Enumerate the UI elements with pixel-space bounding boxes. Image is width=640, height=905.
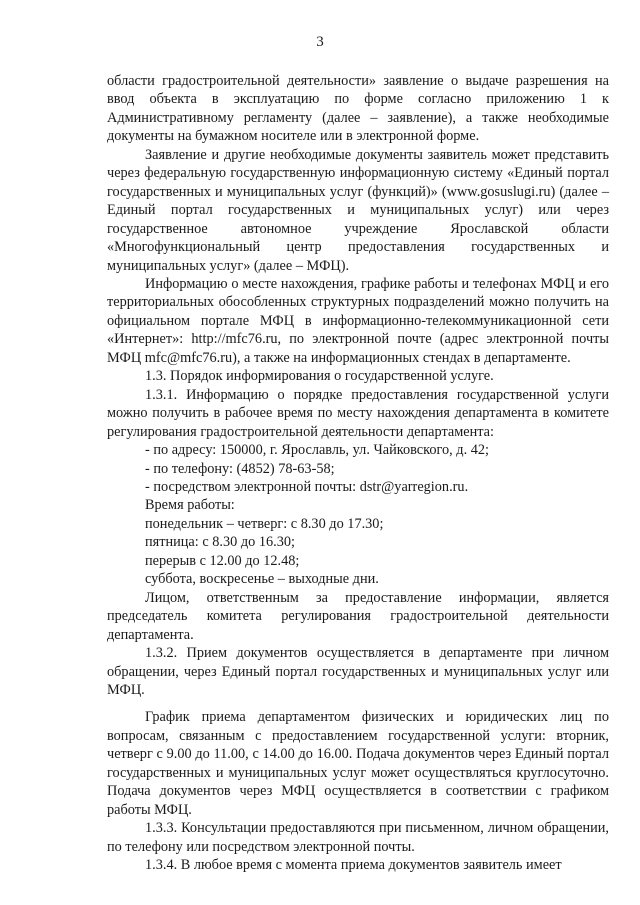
work-hours-mon-thu: понедельник – четверг: с 8.30 до 17.30; [145, 515, 384, 532]
list-item-email: - посредством электронной почты: dstr@yarregion.ru. [145, 478, 469, 495]
work-hours-weekend: суббота, воскресенье – выходные дни. [145, 571, 379, 588]
paragraph-mfc-information: Информацию о месте нахождения, графике работы и телефонах МФЦ и его территориальных обособленных структурных подразделений можно получить на официальном портале МФЦ в информационно-телекоммуникационной сети «Интернет»: http://mfc76.ru, по электронной почте (адрес электронной почты МФЦ mfc@mfc76.ru), а также на информационных стендах в департаменте. [107, 275, 609, 366]
work-hours-break: перерыв с 12.00 до 12.48; [145, 552, 300, 569]
list-item-address: - по адресу: 150000, г. Ярославль, ул. Чайковского, д. 42; [145, 442, 489, 459]
page-number: 3 [316, 34, 324, 50]
paragraph-1-3-4: 1.3.4. В любое время с момента приема документов заявитель имеет [145, 857, 562, 874]
paragraph-1-3-3: 1.3.3. Консультации предоставляются при письменном, личном обращении, по телефону или посредством электронной почты. [107, 820, 609, 855]
paragraph-1-3-2: 1.3.2. Прием документов осуществляется в департаменте при личном обращении, через Единый портал государственных и муниципальных услуг или МФЦ. [107, 645, 609, 698]
paragraph-responsible-person: Лицом, ответственным за предоставление информации, является председатель комитета регулирования градостроительной деятельности департамента. [107, 589, 609, 643]
paragraph-submission-channels: Заявление и другие необходимые документы заявитель может представить через федеральную государственную информационную систему «Единый портал государственных и муниципальных услуг (функций)» (www.gosuslugi.ru) (далее – Единый портал государственных и муниципальных услуг) или через государственное автономное учреждение Ярославской области «Многофункциональный центр предоставления государственных и муниципальных услуг» (далее – МФЦ). [107, 146, 609, 274]
work-hours-friday: пятница: с 8.30 до 16.30; [145, 534, 295, 551]
document-body [107, 72, 609, 874]
paragraph-reception-schedule: График приема департаментом физических и юридических лиц по вопросам, связанным с предоставлением государственной услуги: вторник, четверг с 9.00 до 11.00, с 14.00 до 16.00. Подача документов через Единый портал государственных и муниципальных услуг может осуществляться круглосуточно. Подача документов через МФЦ осуществляется в соответствии с графиком работы МФЦ. [107, 709, 609, 818]
paragraph-application-forms: области градостроительной деятельности» заявление о выдаче разрешения на ввод объекта в эксплуатацию по форме согласно приложению 1 к Административному регламенту (далее – заявление), а также необходимые документы на бумажном носителе или в электронной форме. [107, 73, 609, 145]
section-heading-1-3: 1.3. Порядок информирования о государственной услуге. [145, 368, 494, 385]
list-item-phone: - по телефону: (4852) 78-63-58; [145, 460, 335, 477]
paragraph-1-3-1: 1.3.1. Информацию о порядке предоставления государственной услуги можно получить в рабочее время по месту нахождения департамента в комитете регулирования градостроительной деятельности департамента: [107, 386, 609, 440]
work-hours-heading: Время работы: [145, 497, 235, 514]
